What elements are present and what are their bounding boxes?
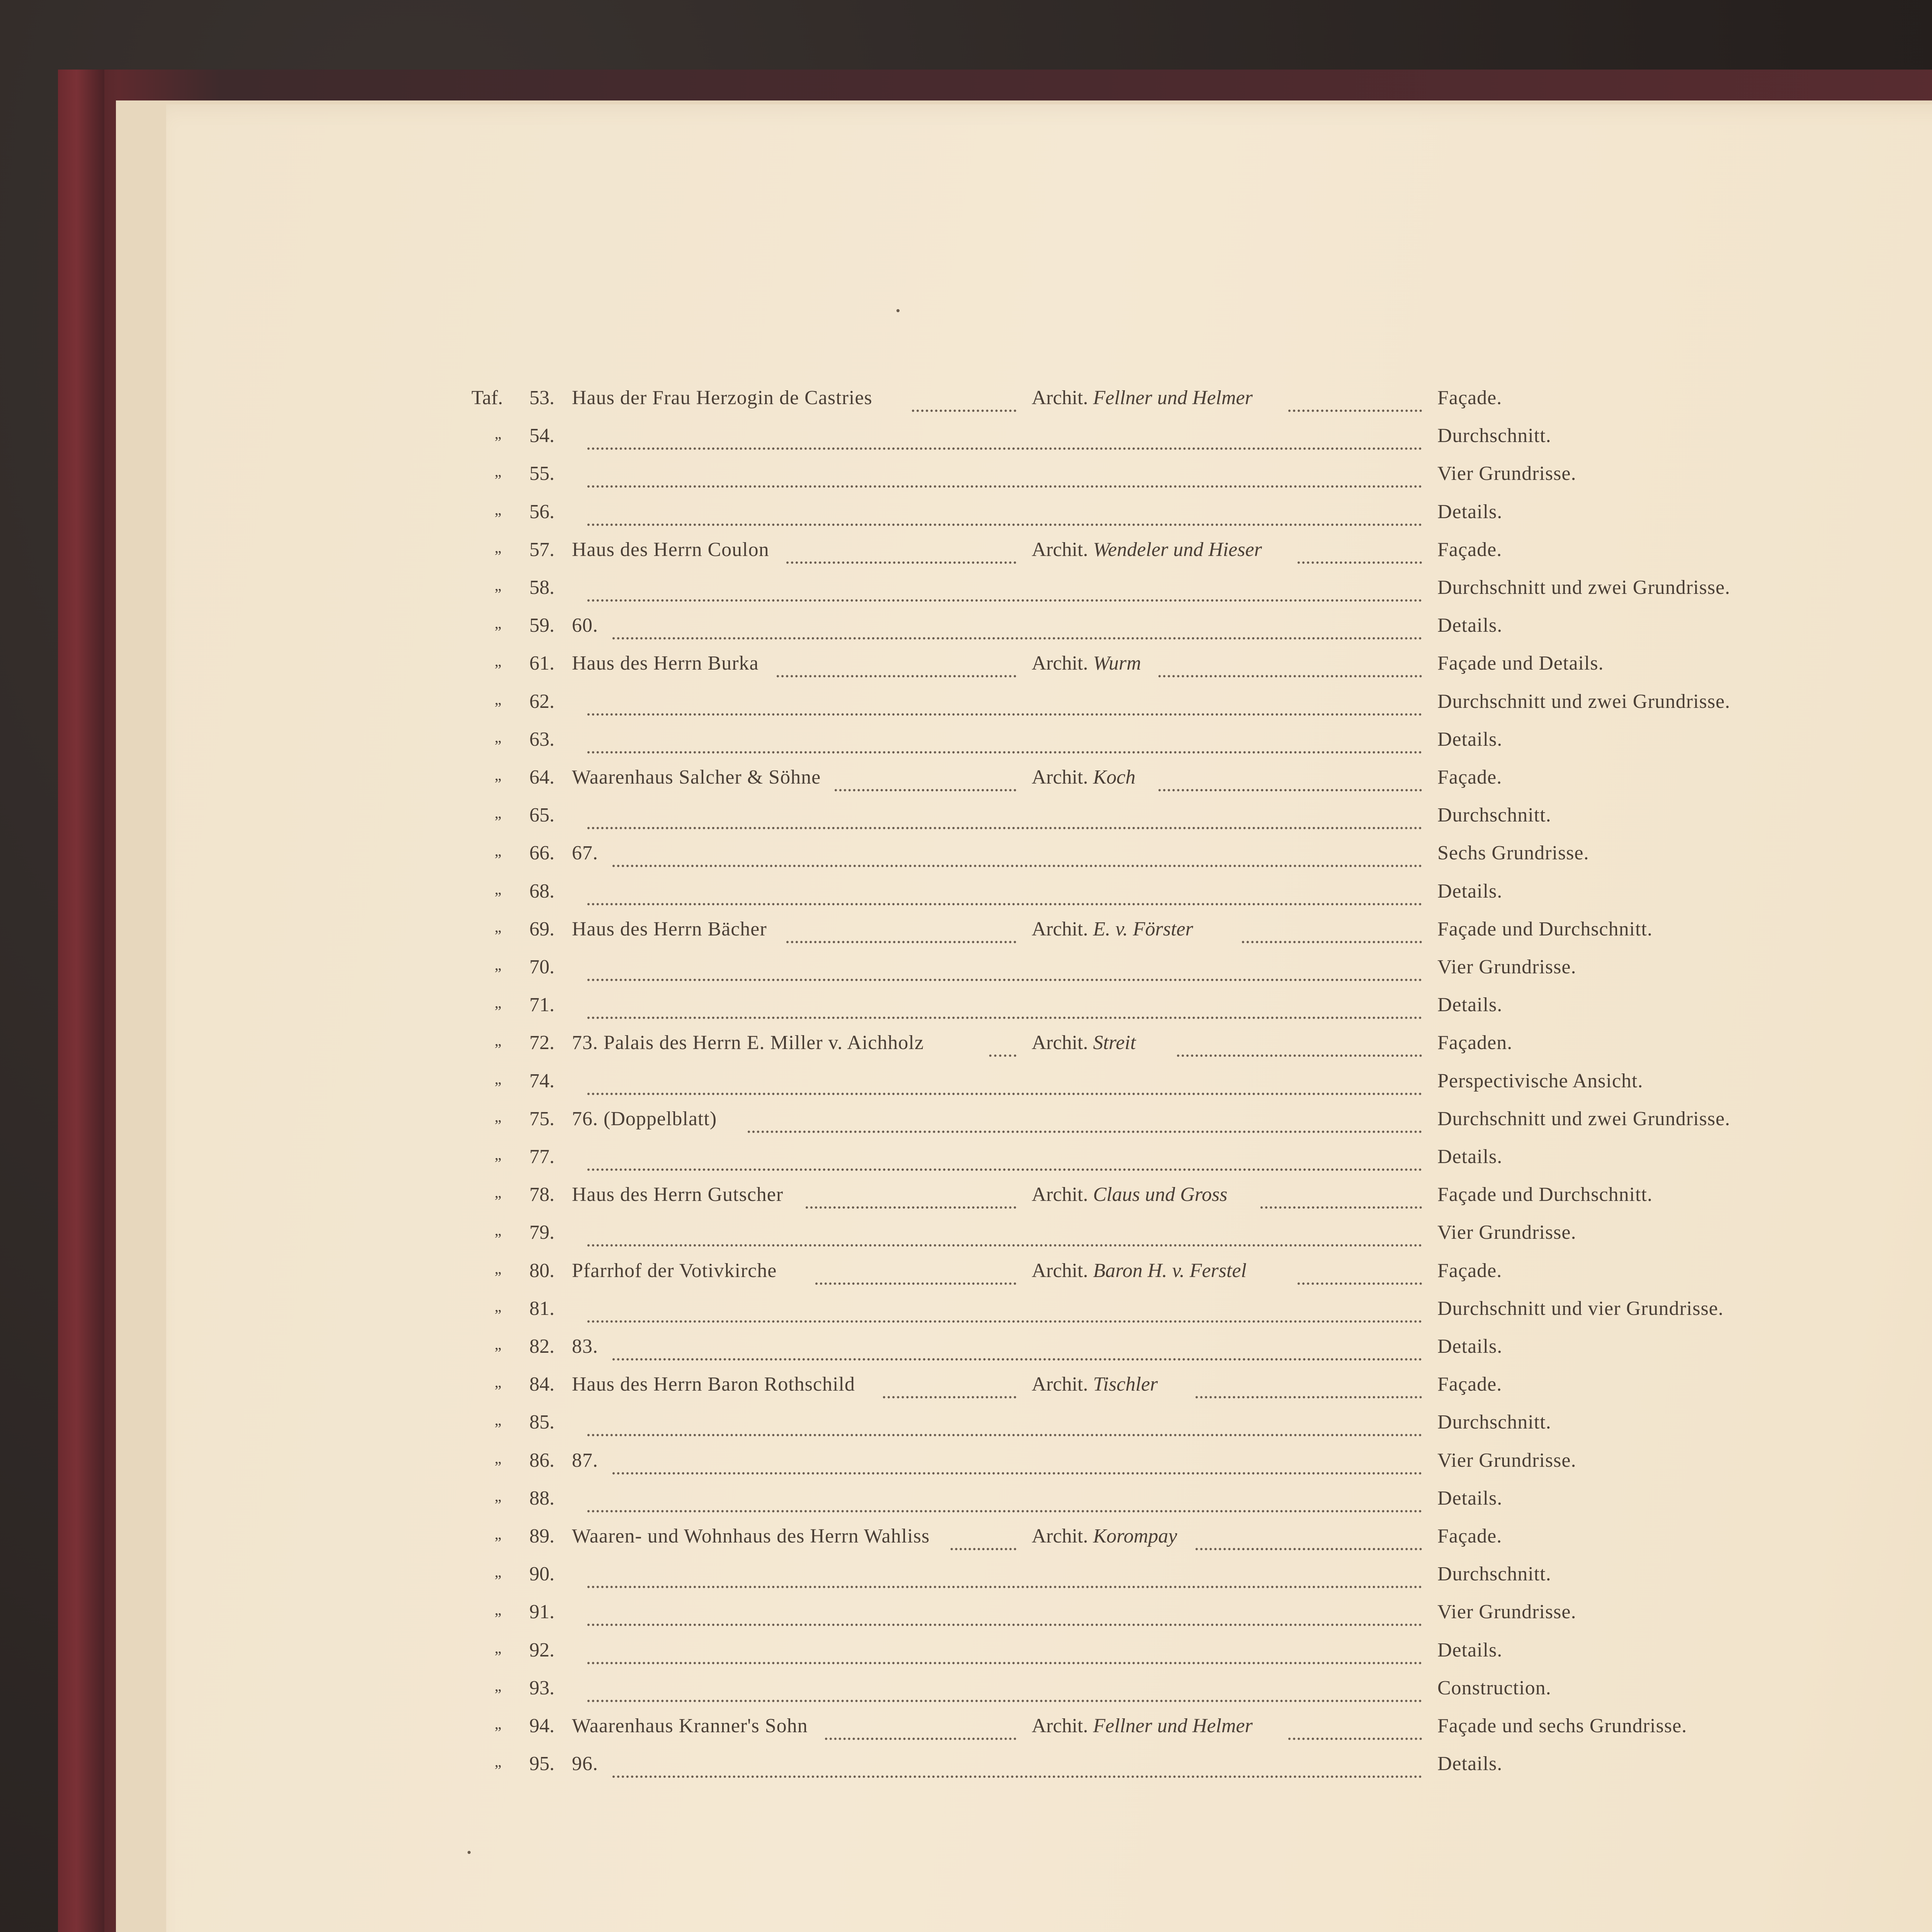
ditto-mark: „ xyxy=(495,1070,502,1087)
ditto-mark: „ xyxy=(495,766,502,784)
dot-leader xyxy=(1260,1183,1422,1209)
dot-leader xyxy=(1298,1259,1422,1285)
plate-number: 71. xyxy=(529,994,554,1016)
plate-description: Façade. xyxy=(1437,1525,1502,1547)
architect-prefix: Archit. xyxy=(1032,1032,1093,1054)
index-row xyxy=(471,576,1824,614)
index-row xyxy=(471,804,1824,842)
plate-number: 78. xyxy=(529,1184,554,1206)
plate-number: 61. xyxy=(529,652,554,675)
plate-title: Haus des Herrn Baron Rothschild xyxy=(572,1373,855,1396)
dot-leader xyxy=(587,576,1422,602)
plate-description: Durchschnitt und vier Grundrisse. xyxy=(1437,1297,1724,1320)
dot-leader xyxy=(835,766,1016,791)
plate-number: 56. xyxy=(529,500,554,523)
plate-number: 86. xyxy=(529,1449,554,1471)
architect xyxy=(1032,538,1341,561)
plate-number: 62. xyxy=(529,690,554,713)
ditto-mark: „ xyxy=(495,1335,502,1353)
plate-title: 87. xyxy=(572,1449,598,1471)
dot-leader xyxy=(1288,386,1422,412)
dot-leader xyxy=(612,614,1422,639)
ditto-mark: „ xyxy=(495,1411,502,1429)
index-row xyxy=(471,1031,1824,1069)
architect-name: Wurm xyxy=(1093,652,1141,675)
plate-description: Façade und Details. xyxy=(1437,652,1604,675)
ditto-mark: „ xyxy=(495,918,502,935)
index-row xyxy=(471,1411,1824,1449)
index-row xyxy=(471,842,1824,879)
index-row xyxy=(471,1752,1824,1790)
plate-number: 85. xyxy=(529,1411,554,1434)
plate-title: Pfarrhof der Votivkirche xyxy=(572,1259,777,1282)
index-row xyxy=(471,1221,1824,1259)
architect-prefix: Archit. xyxy=(1032,918,1093,940)
architect-name: Claus und Gross xyxy=(1093,1184,1228,1206)
architect-name: Fellner und Helmer xyxy=(1093,1715,1253,1737)
index-row xyxy=(471,500,1824,538)
plate-description: Details. xyxy=(1437,994,1503,1016)
ditto-mark: „ xyxy=(495,956,502,973)
plate-number: 93. xyxy=(529,1677,554,1699)
plate-title: 83. xyxy=(572,1335,598,1357)
ditto-mark: „ xyxy=(495,500,502,518)
plate-number: 70. xyxy=(529,956,554,978)
architect-name: Streit xyxy=(1093,1032,1136,1054)
index-row xyxy=(471,1335,1824,1373)
index-row xyxy=(471,956,1824,993)
index-row xyxy=(471,652,1824,690)
plate-description: Façade. xyxy=(1437,387,1502,409)
dot-leader xyxy=(587,1563,1422,1588)
dot-leader xyxy=(587,424,1422,450)
plate-title: 73. Palais des Herrn E. Miller v. Aichholz xyxy=(572,1032,924,1054)
dot-leader xyxy=(587,1070,1422,1095)
taf-prefix: Taf. xyxy=(471,387,503,409)
plate-title: Haus des Herrn Gutscher xyxy=(572,1184,784,1206)
plate-title: 96. xyxy=(572,1753,598,1775)
dot-leader xyxy=(587,690,1422,716)
ditto-mark: „ xyxy=(495,1525,502,1543)
index-row xyxy=(471,1714,1824,1752)
index-row xyxy=(471,614,1824,652)
plate-number: 94. xyxy=(529,1715,554,1737)
plate-number: 64. xyxy=(529,766,554,788)
dot-leader xyxy=(587,1487,1422,1512)
plate-title: 76. (Doppelblatt) xyxy=(572,1107,717,1130)
dot-leader xyxy=(587,956,1422,981)
dot-leader xyxy=(612,1449,1422,1475)
plate-number: 54. xyxy=(529,425,554,447)
dot-leader xyxy=(612,1752,1422,1778)
index-row xyxy=(471,424,1824,462)
plate-description: Details. xyxy=(1437,614,1503,637)
dot-leader xyxy=(777,652,1016,677)
ditto-mark: „ xyxy=(495,1184,502,1201)
plate-description: Vier Grundrisse. xyxy=(1437,1449,1577,1471)
plate-number: 92. xyxy=(529,1639,554,1661)
plate-number: 74. xyxy=(529,1070,554,1092)
index-row xyxy=(471,1677,1824,1714)
index-row xyxy=(471,918,1824,956)
plate-number: 66. xyxy=(529,842,554,864)
ditto-mark: „ xyxy=(495,463,502,480)
plate-number: 91. xyxy=(529,1601,554,1623)
plate-number: 65. xyxy=(529,804,554,827)
index-row xyxy=(471,1639,1824,1677)
dot-leader xyxy=(989,1031,1016,1057)
architect-prefix: Archit. xyxy=(1032,1715,1093,1737)
architect-name: Tischler xyxy=(1093,1373,1158,1396)
plate-description: Details. xyxy=(1437,1335,1503,1357)
index-row xyxy=(471,993,1824,1031)
architect-prefix: Archit. xyxy=(1032,766,1093,788)
plate-description: Construction. xyxy=(1437,1677,1551,1699)
plate-description: Vier Grundrisse. xyxy=(1437,1601,1577,1623)
architect-prefix: Archit. xyxy=(1032,1373,1093,1396)
dot-leader xyxy=(748,1107,1422,1133)
ditto-mark: „ xyxy=(495,804,502,822)
plate-title: Waaren- und Wohnhaus des Herrn Wahliss xyxy=(572,1525,930,1547)
index-row xyxy=(471,1145,1824,1183)
dot-leader xyxy=(1242,918,1422,943)
ditto-mark: „ xyxy=(495,842,502,860)
dot-leader xyxy=(587,1145,1422,1171)
plate-title: 67. xyxy=(572,842,598,864)
plate-number: 88. xyxy=(529,1487,554,1509)
dot-leader xyxy=(825,1714,1016,1740)
plate-description: Details. xyxy=(1437,1487,1503,1509)
plate-number: 68. xyxy=(529,880,554,902)
dot-leader xyxy=(815,1259,1016,1285)
index-row xyxy=(471,1373,1824,1411)
ditto-mark: „ xyxy=(495,1221,502,1239)
architect-prefix: Archit. xyxy=(1032,1525,1093,1547)
index-row xyxy=(471,1107,1824,1145)
ditto-mark: „ xyxy=(495,425,502,442)
plate-number: 53. xyxy=(529,387,554,409)
plate-description: Durchschnitt. xyxy=(1437,425,1551,447)
dot-leader xyxy=(587,804,1422,829)
plate-description: Façade. xyxy=(1437,538,1502,561)
plate-number: 79. xyxy=(529,1221,554,1244)
index-row xyxy=(471,386,1824,424)
ditto-mark: „ xyxy=(495,1259,502,1277)
dot-leader xyxy=(612,842,1422,867)
plate-number: 77. xyxy=(529,1146,554,1168)
plate-number: 59. xyxy=(529,614,554,637)
index-row xyxy=(471,1487,1824,1525)
ditto-mark: „ xyxy=(495,1373,502,1391)
ditto-mark: „ xyxy=(495,1601,502,1619)
architect-prefix: Archit. xyxy=(1032,1259,1093,1282)
plate-title: Waarenhaus Salcher & Söhne xyxy=(572,766,821,788)
ditto-mark: „ xyxy=(495,880,502,898)
dot-leader xyxy=(806,1183,1016,1209)
plate-description: Façade und Durchschnitt. xyxy=(1437,1184,1653,1206)
ditto-mark: „ xyxy=(495,614,502,632)
plate-description: Façade. xyxy=(1437,1373,1502,1396)
dot-leader xyxy=(1158,766,1422,791)
ditto-mark: „ xyxy=(495,1032,502,1049)
ditto-mark: „ xyxy=(495,1677,502,1694)
architect xyxy=(1032,1259,1341,1282)
dot-leader xyxy=(587,1639,1422,1664)
dot-leader xyxy=(1288,1714,1422,1740)
ditto-mark: „ xyxy=(495,1297,502,1315)
dot-leader xyxy=(1158,652,1422,677)
plate-description: Durchschnitt und zwei Grundrisse. xyxy=(1437,577,1730,599)
ditto-mark: „ xyxy=(495,577,502,594)
plate-title: Haus des Herrn Coulon xyxy=(572,538,769,561)
ditto-mark: „ xyxy=(495,690,502,708)
plate-number: 81. xyxy=(529,1297,554,1320)
dot-leader xyxy=(587,1600,1422,1626)
ditto-mark: „ xyxy=(495,1487,502,1505)
dot-leader xyxy=(1196,1525,1422,1550)
architect-name: Korompay xyxy=(1093,1525,1177,1547)
plate-number: 55. xyxy=(529,463,554,485)
architect-name: Fellner und Helmer xyxy=(1093,387,1253,409)
plate-number: 84. xyxy=(529,1373,554,1396)
paper-speck xyxy=(468,1851,471,1854)
index-row xyxy=(471,1297,1824,1335)
plate-title: Haus des Herrn Bächer xyxy=(572,918,767,940)
ditto-mark: „ xyxy=(495,1715,502,1732)
plate-description: Vier Grundrisse. xyxy=(1437,956,1577,978)
ditto-mark: „ xyxy=(495,1753,502,1770)
index-row xyxy=(471,1600,1824,1638)
paper-speck xyxy=(896,309,900,312)
plate-description: Durchschnitt. xyxy=(1437,1563,1551,1585)
plate-description: Details. xyxy=(1437,1639,1503,1661)
ditto-mark: „ xyxy=(495,1146,502,1163)
plate-description: Details. xyxy=(1437,500,1503,523)
index-row xyxy=(471,1525,1824,1563)
plate-description: Façade und Durchschnitt. xyxy=(1437,918,1653,940)
dot-leader xyxy=(587,728,1422,753)
plate-description: Durchschnitt und zwei Grundrisse. xyxy=(1437,690,1730,713)
book-board-edge xyxy=(58,70,104,1932)
dot-leader xyxy=(612,1335,1422,1361)
index-row xyxy=(471,538,1824,576)
dot-leader xyxy=(1196,1373,1422,1398)
index-row xyxy=(471,766,1824,804)
dot-leader xyxy=(1298,538,1422,564)
plate-description: Durchschnitt. xyxy=(1437,1411,1551,1434)
dot-leader xyxy=(587,1221,1422,1247)
architect-prefix: Archit. xyxy=(1032,387,1093,409)
plate-description: Perspectivische Ansicht. xyxy=(1437,1070,1643,1092)
plate-number: 69. xyxy=(529,918,554,940)
plate-description: Vier Grundrisse. xyxy=(1437,1221,1577,1244)
plate-title: Waarenhaus Kranner's Sohn xyxy=(572,1715,808,1737)
dot-leader xyxy=(587,500,1422,526)
dot-leader xyxy=(786,918,1016,943)
plate-number: 82. xyxy=(529,1335,554,1357)
plate-title: Haus der Frau Herzogin de Castries xyxy=(572,387,872,409)
dot-leader xyxy=(786,538,1016,564)
plate-description: Details. xyxy=(1437,728,1503,750)
ditto-mark: „ xyxy=(495,1639,502,1656)
plate-number: 57. xyxy=(529,538,554,561)
plate-title: 60. xyxy=(572,614,598,637)
plate-description: Sechs Grundrisse. xyxy=(1437,842,1589,864)
dot-leader xyxy=(912,386,1016,412)
plate-number: 63. xyxy=(529,728,554,750)
dot-leader xyxy=(587,993,1422,1019)
plate-description: Façade. xyxy=(1437,1259,1502,1282)
ditto-mark: „ xyxy=(495,994,502,1012)
architect-name: Koch xyxy=(1093,766,1136,788)
index-row xyxy=(471,462,1824,500)
index-row xyxy=(471,728,1824,766)
ditto-mark: „ xyxy=(495,652,502,670)
ditto-mark: „ xyxy=(495,1107,502,1125)
architect-name: E. v. Förster xyxy=(1093,918,1193,940)
plate-description: Details. xyxy=(1437,880,1503,902)
index-row xyxy=(471,1070,1824,1107)
ditto-mark: „ xyxy=(495,1563,502,1581)
plate-description: Façaden. xyxy=(1437,1032,1513,1054)
architect-name: Wendeler und Hieser xyxy=(1093,538,1262,561)
dot-leader xyxy=(587,880,1422,905)
index-row xyxy=(471,1183,1824,1221)
plate-description: Details. xyxy=(1437,1753,1503,1775)
index-row xyxy=(471,1449,1824,1487)
ditto-mark: „ xyxy=(495,728,502,746)
index-row xyxy=(471,690,1824,728)
plate-description: Façade und sechs Grundrisse. xyxy=(1437,1715,1687,1737)
plate-number: 75. xyxy=(529,1107,554,1130)
dot-leader xyxy=(883,1373,1016,1398)
dot-leader xyxy=(587,1677,1422,1702)
plate-description: Façade. xyxy=(1437,766,1502,788)
dot-leader xyxy=(951,1525,1016,1550)
architect-prefix: Archit. xyxy=(1032,1184,1093,1206)
plate-number: 90. xyxy=(529,1563,554,1585)
dot-leader xyxy=(587,462,1422,488)
plate-description: Durchschnitt und zwei Grundrisse. xyxy=(1437,1107,1730,1130)
plate-number: 95. xyxy=(529,1753,554,1775)
index-row xyxy=(471,1563,1824,1600)
ditto-mark: „ xyxy=(495,538,502,556)
architect-name: Baron H. v. Ferstel xyxy=(1093,1259,1247,1282)
plate-number: 80. xyxy=(529,1259,554,1282)
index-row xyxy=(471,1259,1824,1297)
architect-prefix: Archit. xyxy=(1032,538,1093,561)
dot-leader xyxy=(587,1411,1422,1436)
ditto-mark: „ xyxy=(495,1449,502,1467)
plate-number: 72. xyxy=(529,1032,554,1054)
plate-number: 58. xyxy=(529,577,554,599)
dot-leader xyxy=(1177,1031,1422,1057)
dot-leader xyxy=(587,1297,1422,1323)
plate-description: Durchschnitt. xyxy=(1437,804,1551,827)
plate-description: Details. xyxy=(1437,1146,1503,1168)
index-row xyxy=(471,880,1824,918)
architect-prefix: Archit. xyxy=(1032,652,1093,675)
plate-description: Vier Grundrisse. xyxy=(1437,463,1577,485)
plate-title: Haus des Herrn Burka xyxy=(572,652,759,675)
plate-number: 89. xyxy=(529,1525,554,1547)
